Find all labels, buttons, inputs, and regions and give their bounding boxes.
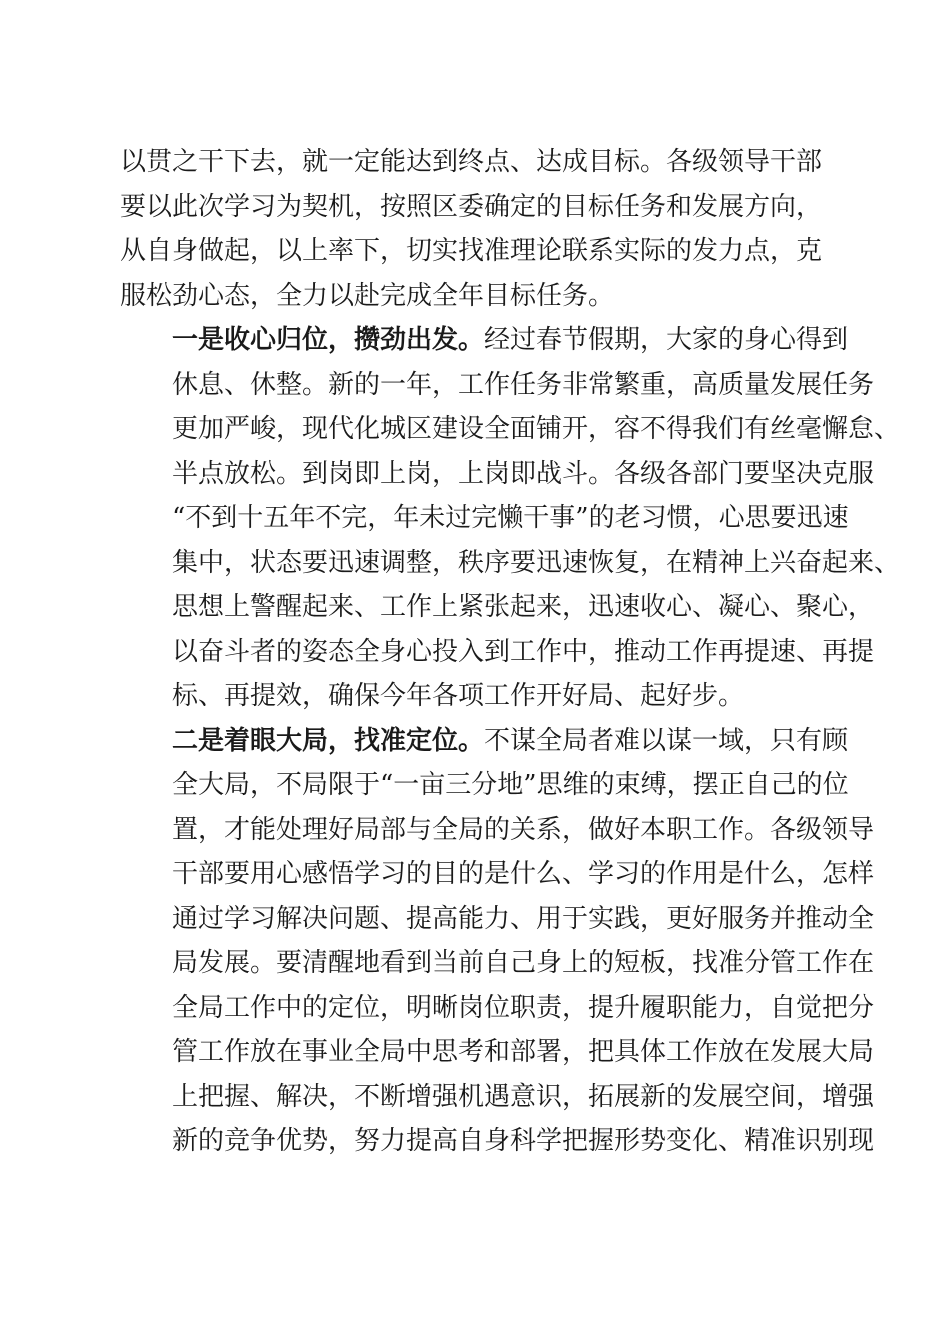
text-line: 要以此次学习为契机，按照区委确定的目标任务和发展方向， — [120, 191, 823, 222]
paragraph-point-one — [120, 318, 901, 719]
text-line-remainder: 不谋全局者难以谋一域，只有顾 — [484, 725, 849, 756]
text-line: 半点放松。到岗即上岗，上岗即战斗。各级各部门要坚决克服 — [172, 458, 875, 489]
text-line: 新的竞争优势，努力提高自身科学把握形势变化、精准识别现 — [172, 1126, 875, 1156]
text-line: 全大局，不局限于“一亩三分地”思维的束缚，摆正自己的位 — [172, 770, 849, 800]
text-line: 集中，状态要迅速调整，秩序要迅速恢复，在精神上兴奋起来、 — [172, 547, 901, 578]
text-line — [120, 318, 849, 363]
paragraph-continuation — [120, 140, 840, 318]
text-line: 服松劲心态，全力以赴完成全年目标任务。 — [120, 280, 615, 311]
text-line: 更加严峻，现代化城区建设全面铺开，容不得我们有丝毫懈怠、 — [172, 414, 901, 444]
text-line: 管工作放在事业全局中思考和部署，把具体工作放在发展大局 — [172, 1037, 875, 1067]
paragraph-lead-heading: 二是着眼大局，找准定位。 — [172, 725, 485, 756]
paragraph-point-two — [120, 719, 875, 1164]
text-line: 以奋斗者的姿态全身心投入到工作中，推动工作再提速、再提 — [172, 636, 875, 667]
text-line: 全局工作中的定位，明晰岗位职责，提升履职能力，自觉把分 — [172, 992, 875, 1023]
text-line: 以贯之干下去，就一定能达到终点、达成目标。各级领导干部 — [120, 147, 823, 177]
text-line: 置，才能处理好局部与全局的关系，做好本职工作。各级领导 — [172, 814, 875, 845]
text-line-remainder: 经过春节假期，大家的身心得到 — [484, 325, 849, 355]
text-line: 标、再提效，确保今年各项工作开好局、起好步。 — [172, 681, 745, 711]
text-line: 思想上警醒起来、工作上紧张起来，迅速收心、凝心、聚心， — [172, 592, 875, 622]
paragraph-lead-heading: 一是收心归位，攒劲出发。 — [172, 325, 485, 355]
text-line: 局发展。要清醒地看到当前自己身上的短板，找准分管工作在 — [172, 948, 875, 978]
text-line: 上把握、解决，不断增强机遇意识，拓展新的发展空间，增强 — [172, 1081, 875, 1112]
text-line: 从自身做起，以上率下，切实找准理论联系实际的发力点，克 — [120, 236, 823, 266]
text-line: “不到十五年不完，年未过完懒干事”的老习惯，心思要迅速 — [172, 503, 849, 533]
text-line: 休息、休整。新的一年，工作任务非常繁重，高质量发展任务 — [172, 369, 875, 400]
text-line: 干部要用心感悟学习的目的是什么、学习的作用是什么，怎样 — [172, 859, 875, 889]
text-line: 通过学习解决问题、提高能力、用于实践，更好服务并推动全 — [172, 903, 875, 934]
text-line — [120, 719, 849, 764]
body-text — [120, 140, 901, 1164]
